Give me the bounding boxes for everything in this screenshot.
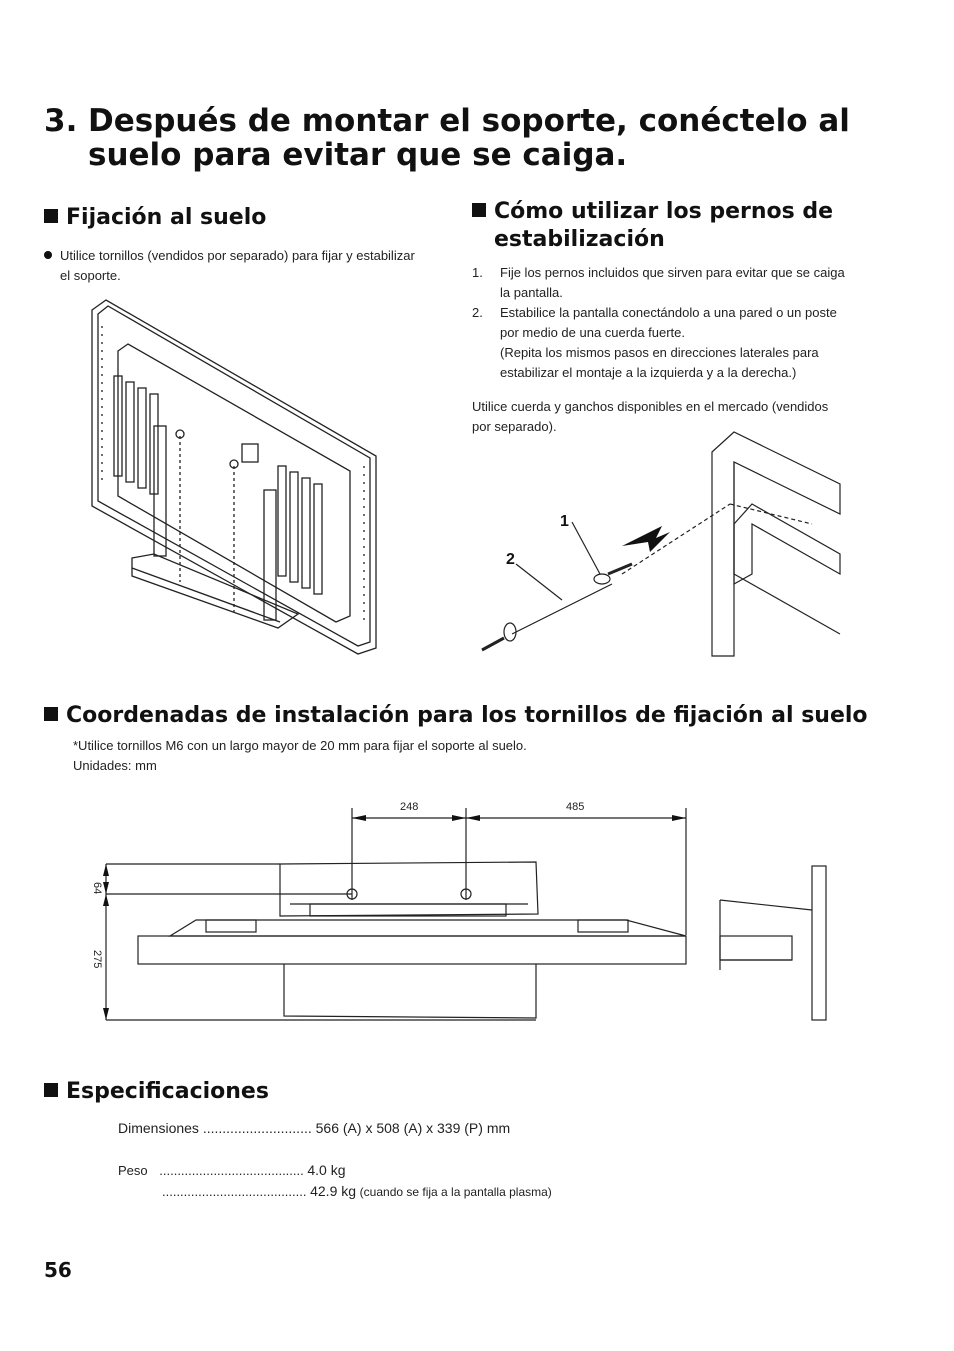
leader-dots: ............................ xyxy=(202,1120,312,1136)
spec-dimensiones-value: 566 (A) x 508 (A) x 339 (P) mm xyxy=(315,1120,511,1136)
coordenadas-heading xyxy=(44,702,924,730)
spec-peso-value2-note: (cuando se fija a la pantalla plasma) xyxy=(359,1185,552,1199)
coordenadas-units: Unidades: mm xyxy=(73,758,157,773)
step-line: la pantalla. xyxy=(500,285,563,300)
fijacion-heading-text: Fijación al suelo xyxy=(66,205,267,230)
especificaciones-heading xyxy=(44,1078,269,1106)
step-number: 2. xyxy=(472,305,483,320)
title-line2: suelo para evitar que se caiga. xyxy=(88,137,628,173)
title-line1: Después de montar el soporte, conéctelo al xyxy=(88,103,850,139)
dim-485-label: 485 xyxy=(566,801,585,813)
coordenadas-notes xyxy=(73,736,773,776)
dim-275-label: 275 xyxy=(91,950,103,969)
pernos-note-line2: por separado). xyxy=(472,419,557,434)
fijacion-bullet-line1: Utilice tornillos (vendidos por separado) para fijar y estabilizar xyxy=(60,248,415,263)
pernos-heading xyxy=(472,198,912,254)
pernos-steps xyxy=(472,263,872,383)
coordenadas-heading-text: Coordenadas de instalación para los tornillos de fijación al suelo xyxy=(66,703,868,728)
spec-peso-label: Peso xyxy=(118,1163,148,1178)
step-line: (Repita los mismos pasos en direcciones laterales para xyxy=(500,345,819,360)
title-number: 3. xyxy=(44,103,78,139)
stand-mounting-illustration xyxy=(88,296,388,656)
square-bullet-icon xyxy=(472,203,486,217)
spec-peso-value2: 42.9 kg xyxy=(310,1183,357,1199)
dim-64-label: 64 xyxy=(91,882,103,895)
bullet-dot-icon xyxy=(44,251,52,259)
page-number: 56 xyxy=(44,1258,72,1282)
leader-dots: ........................................ xyxy=(159,1163,304,1178)
step-item xyxy=(472,263,872,303)
spec-peso-row2 xyxy=(162,1181,882,1202)
square-bullet-icon xyxy=(44,1083,58,1097)
fijacion-bullet-line2: el soporte. xyxy=(60,268,121,283)
especificaciones-heading-text: Especificaciones xyxy=(66,1079,269,1104)
square-bullet-icon xyxy=(44,707,58,721)
step-line: estabilizar el montaje a la izquierda y a la derecha.) xyxy=(500,365,797,380)
spec-dimensiones-row xyxy=(118,1118,878,1138)
spec-peso-value1: 4.0 kg xyxy=(307,1162,346,1178)
square-bullet-icon xyxy=(44,209,58,223)
step-line: Fije los pernos incluidos que sirven para evitar que se caiga xyxy=(500,265,845,280)
step-line: Estabilice la pantalla conectándolo a una pared o un poste xyxy=(500,305,837,320)
spec-dimensiones-label: Dimensiones xyxy=(118,1120,199,1136)
coordenadas-note: *Utilice tornillos M6 con un largo mayor de 20 mm para fijar el soporte al suelo. xyxy=(73,738,527,753)
step-number: 1. xyxy=(472,265,483,280)
callout-2-label: 2 xyxy=(506,551,515,568)
pernos-heading-line2: estabilización xyxy=(494,227,665,252)
leader-dots: ........................................ xyxy=(162,1184,307,1199)
pernos-note-line1: Utilice cuerda y ganchos disponibles en el mercado (vendidos xyxy=(472,399,829,414)
page-title xyxy=(44,104,924,172)
callout-1-label: 1 xyxy=(560,513,569,530)
step-item xyxy=(472,303,872,383)
stabilizer-bolt-illustration xyxy=(472,424,852,664)
fijacion-heading xyxy=(44,204,266,232)
fijacion-bullet xyxy=(44,246,444,286)
pernos-heading-line1: Cómo utilizar los pernos de xyxy=(494,199,834,224)
spec-peso-row xyxy=(118,1160,878,1181)
step-line: por medio de una cuerda fuerte. xyxy=(500,325,686,340)
dim-248-label: 248 xyxy=(400,801,419,813)
coordinates-technical-drawing xyxy=(80,790,840,1030)
